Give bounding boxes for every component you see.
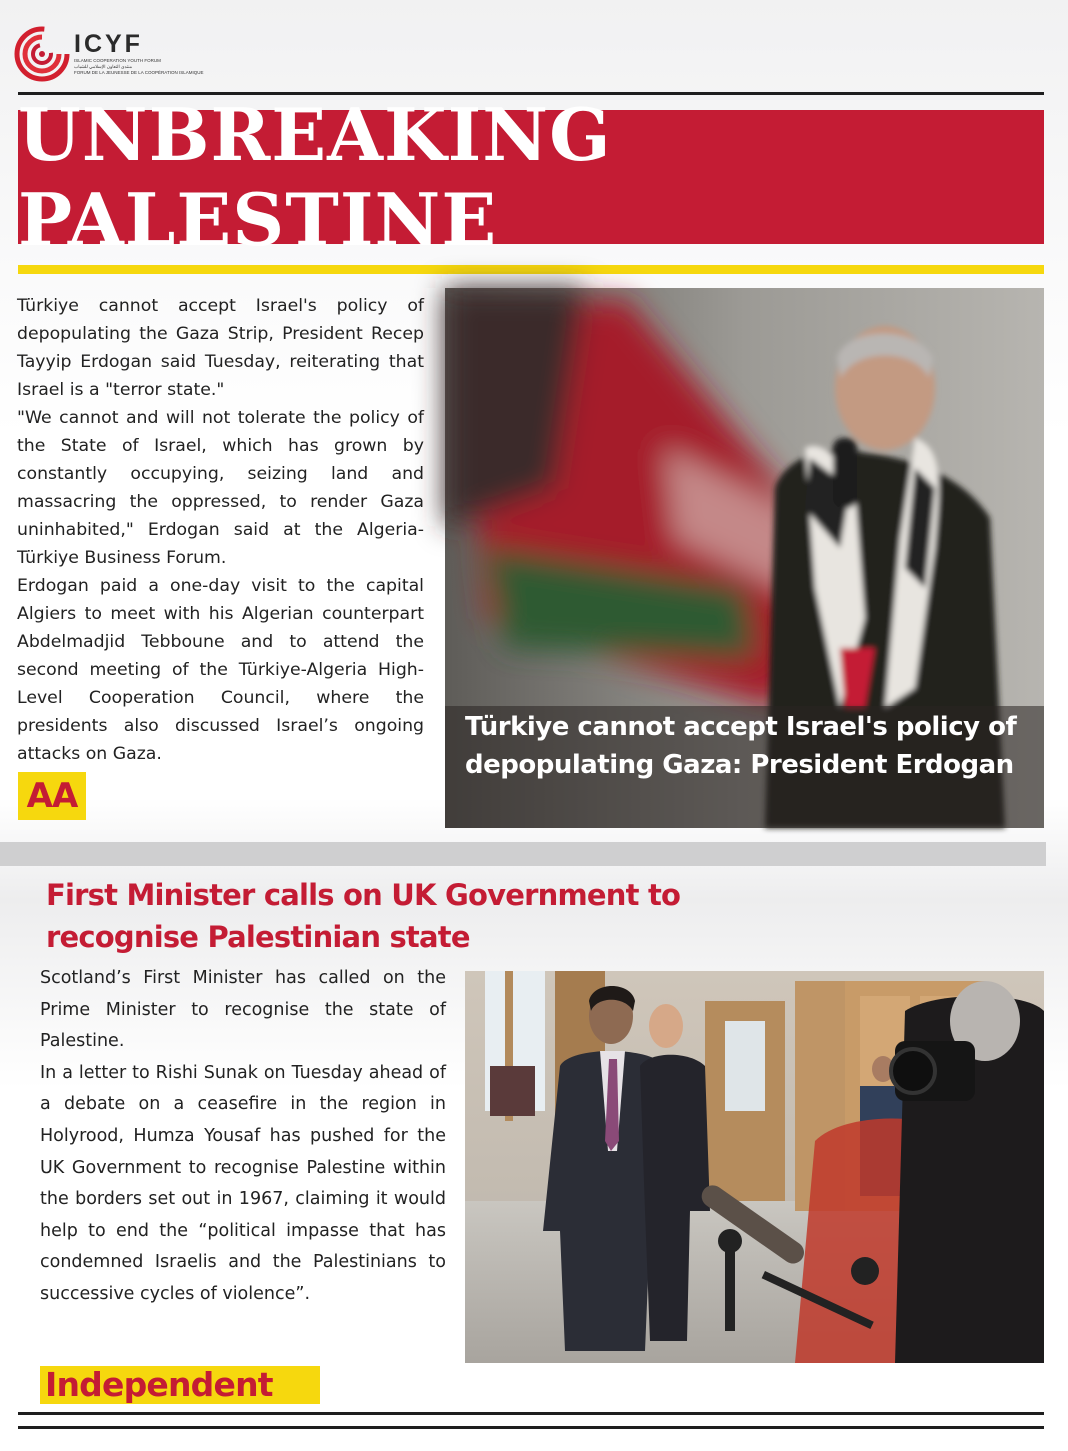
article-paragraph: In a letter to Rishi Sunak on Tuesday ahead of a debate on a ceasefire in the region in Holyrood, Humza Yousaf has pushed for the UK Government to recognise Palestine within the borders set out in 1967, claiming it would help to end the “political impasse that has condemned Israelis and the Palestinians to successive cycles of violence”. [40, 1062, 446, 1304]
logo-subtitle-line: منتدى التعاون الإسلامي للشباب [74, 64, 133, 69]
yousaf-press-photo-image [465, 971, 1044, 1363]
logo-subtitle-line: FORUM DE LA JEUNESSE DE LA COOPÉRATION ISLAMIQUE [74, 70, 204, 75]
yousaf-press-photo [465, 971, 1044, 1363]
source-badge-aa: AA [18, 772, 86, 820]
article-paragraph: Scotland’s First Minister has called on the Prime Minister to recognise the state of Palestine. [40, 968, 446, 1052]
article-paragraph: Erdogan paid a one-day visit to the capital Algiers to meet with his Algerian counterpart Abdelmadjid Tebboune and to attend the second meeting of the Türkiye-Algeria High-Level Cooperation Council, where the presidents also discussed Israel’s ongoing attacks on Gaza. [17, 576, 424, 764]
article-paragraph: "We cannot and will not tolerate the policy of the State of Israel, which has grown by constantly occupying, seizing land and massacring the oppressed, to render Gaza uninhabited," Erdogan said at the Algeria-Türkiye Business Forum. [17, 408, 424, 568]
yellow-divider [18, 265, 1044, 274]
icyf-logo [14, 24, 204, 82]
bottom-divider [18, 1412, 1044, 1415]
logo-subtitle-line: ISLAMIC COOPERATION YOUTH FORUM [74, 58, 161, 63]
photo-caption-erdogan: Türkiye cannot accept Israel's policy of depopulating Gaza: President Erdogan [465, 712, 1017, 780]
article-headline-uk: First Minister calls on UK Government to recognise Palestinian state [46, 878, 681, 954]
erdogan-photo [445, 288, 1044, 828]
logo-subtitle [74, 58, 204, 76]
article-body-uk [40, 963, 446, 1311]
title-banner [18, 92, 1044, 262]
article-paragraph: Türkiye cannot accept Israel's policy of depopulating the Gaza Strip, President Recep Tayyip Erdogan said Tuesday, reiterating that Israel is a "terror state." [17, 296, 424, 400]
icyf-rose-icon [14, 26, 70, 82]
page-title: UNBREAKING PALESTINE [18, 92, 612, 262]
source-badge-independent: Independent [40, 1366, 320, 1404]
article-body-erdogan [17, 292, 424, 768]
logo-wordmark: ICYF [74, 30, 143, 58]
section-divider [0, 842, 1046, 866]
bottom-divider [18, 1426, 1044, 1429]
